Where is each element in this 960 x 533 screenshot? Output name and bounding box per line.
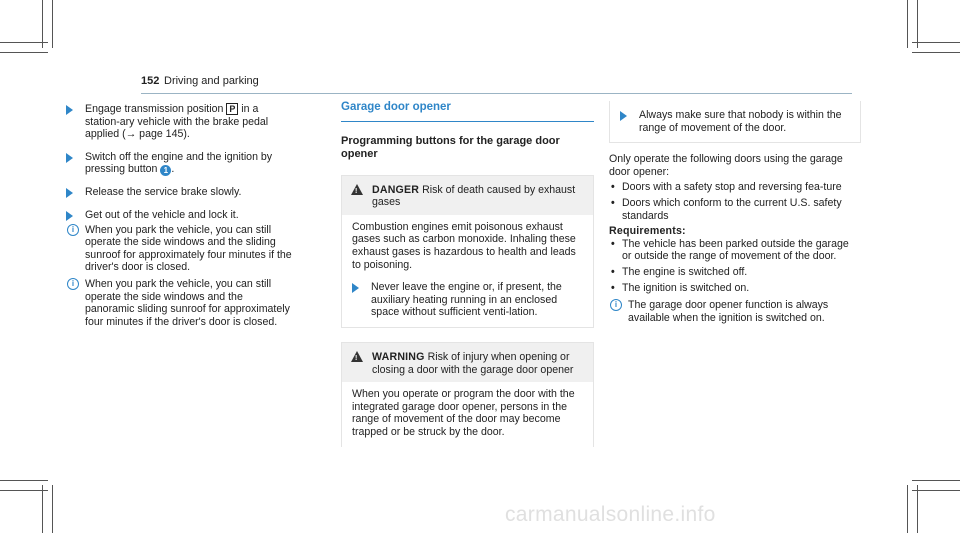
warning-box bbox=[341, 342, 594, 447]
crop-mark bbox=[907, 0, 908, 48]
danger-label: DANGER bbox=[372, 183, 420, 196]
arrow-icon bbox=[66, 188, 73, 198]
step-item: Engage transmission position P in a station-ary vehicle with the brake pedal applied (→ page 145). bbox=[66, 103, 292, 141]
arrow-icon bbox=[352, 283, 359, 293]
page-header bbox=[141, 73, 852, 94]
step-item: Never leave the engine or, if present, the auxiliary heating running in an enclosed space without sufficient venti-lation. bbox=[352, 281, 583, 319]
list-item: • Doors with a safety stop and reversing fea-ture bbox=[609, 181, 861, 194]
programming-subheading: Programming buttons for the garage door opener bbox=[341, 134, 560, 160]
info-icon: i bbox=[67, 224, 79, 236]
crop-mark bbox=[907, 485, 908, 533]
warning-header bbox=[342, 343, 593, 382]
gear-position-symbol: P bbox=[226, 103, 238, 115]
list-item: • The engine is switched off. bbox=[609, 266, 861, 279]
requirements-label: Requirements: bbox=[609, 225, 686, 238]
intro-text: Only operate the following doors using the garage door opener: bbox=[609, 153, 843, 178]
crop-mark bbox=[912, 42, 960, 43]
warning-label: WARNING bbox=[372, 350, 425, 363]
danger-body: Combustion engines emit poisonous exhaust gases such as carbon monoxide. Inhaling these exhaust gases is hazardous to health and leads to poisoning. Never leave the engine or, if present, the auxiliary heating running in an enclosed space without sufficient venti-lation. bbox=[342, 215, 593, 327]
crop-mark bbox=[0, 42, 48, 43]
section-title: Driving and parking bbox=[164, 75, 259, 87]
info-icon: i bbox=[67, 278, 79, 290]
warning-triangle-icon: ! bbox=[351, 184, 363, 195]
warning-triangle-icon: ! bbox=[351, 351, 363, 362]
warning-headline: Risk of injury when opening or closing a door with the garage door opener bbox=[372, 350, 574, 376]
page-number: 152 bbox=[141, 75, 160, 87]
info-note: i The garage door opener function is always available when the ignition is switched on. bbox=[609, 299, 861, 324]
list-item: • The ignition is switched on. bbox=[609, 282, 861, 295]
info-note: i When you park the vehicle, you can still operate the side windows and the panoramic sliding sunroof for approximately four minutes if the driver's door is closed. bbox=[66, 278, 292, 328]
arrow-icon bbox=[66, 211, 73, 221]
right-column bbox=[609, 101, 861, 328]
crop-mark bbox=[912, 52, 960, 53]
list-item: • The vehicle has been parked outside the garage or outside the range of movement of the door. bbox=[609, 238, 861, 263]
list-item: • Doors which conform to the current U.S. safety standards bbox=[609, 197, 861, 222]
step-item: Get out of the vehicle and lock it. bbox=[66, 209, 292, 222]
crop-mark bbox=[0, 480, 48, 481]
danger-box bbox=[341, 175, 594, 328]
arrow-icon bbox=[66, 105, 73, 115]
number-badge-icon: 1 bbox=[160, 165, 171, 176]
crop-mark bbox=[912, 480, 960, 481]
crop-mark bbox=[917, 0, 918, 48]
danger-headline: Risk of death caused by exhaust gases bbox=[372, 183, 576, 209]
middle-column bbox=[341, 101, 594, 459]
crop-mark bbox=[912, 490, 960, 491]
crop-mark bbox=[42, 0, 43, 48]
step-item: Release the service brake slowly. bbox=[66, 186, 292, 199]
arrow-icon bbox=[66, 153, 73, 163]
garage-door-heading: Garage door opener bbox=[341, 101, 594, 122]
step-item: Always make sure that nobody is within the range of movement of the door. bbox=[620, 109, 850, 134]
continued-warning-box bbox=[609, 101, 861, 143]
info-icon: i bbox=[610, 299, 622, 311]
crop-mark bbox=[0, 52, 48, 53]
crop-mark bbox=[917, 485, 918, 533]
crop-mark bbox=[42, 485, 43, 533]
info-note: i When you park the vehicle, you can still operate the side windows and the sliding sunroof for approximately four minutes if the driver's door is closed. bbox=[66, 224, 292, 274]
warning-body: When you operate or program the door with the integrated garage door opener, persons in the range of movement of the door may become trapped or be struck by the door. bbox=[352, 388, 575, 438]
crop-mark bbox=[0, 490, 48, 491]
watermark: carmanualsonline.info bbox=[505, 503, 716, 526]
crop-mark bbox=[52, 485, 53, 533]
step-item: Switch off the engine and the ignition by pressing button 1 . bbox=[66, 151, 292, 177]
left-column bbox=[66, 103, 292, 332]
danger-header bbox=[342, 176, 593, 215]
arrow-icon bbox=[620, 111, 627, 121]
crop-mark bbox=[52, 0, 53, 48]
